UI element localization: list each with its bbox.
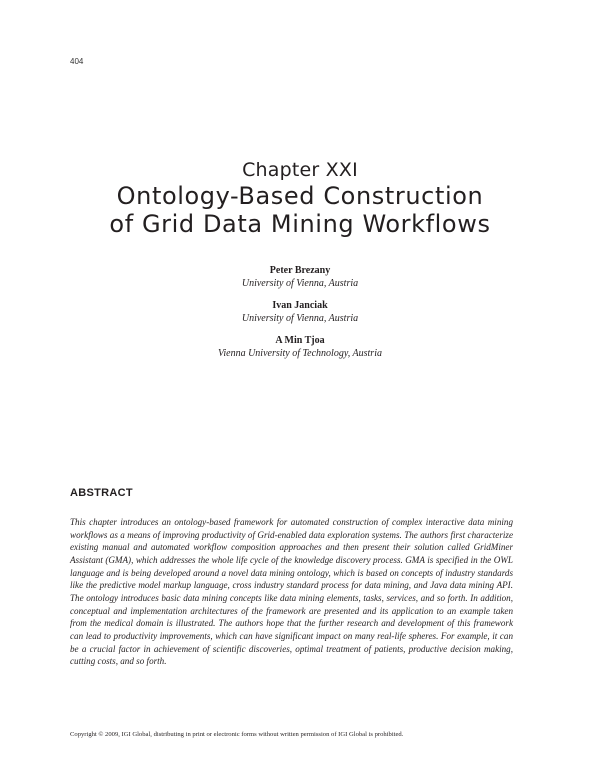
abstract-text: This chapter introduces an ontology-based framework for automated construction of complex interactive data mining workflows as a means of improving productivity of Grid-enabled data exploration systems. The authors first characterize existing manual and automated workflow composition approaches and then present their solution called GridMiner Assistant (GMA), which addresses the whole life cycle of the knowledge discovery process. GMA is specified in the OWL language and is being developed around a novel data mining ontology, which is based on concepts of industry standards like the predictive model markup language, cross industry standard process for data mining, and Java data mining API. The ontology introduces basic data mining concepts like data mining elements, tasks, services, and so forth. In addition, conceptual and implementation architectures of the framework are presented and its application to an example taken from the medical domain is illustrated. The authors hope that the further research and development of this framework can lead to productivity improvements, which can have significant impact on many real-life spheres. For example, it can be a crucial factor in achievement of scientific discoveries, optimal treatment of patients, productive decision making, cutting costs, and so forth.	[70, 517, 513, 667]
chapter-title-line-2: of Grid Data Mining Workflows	[109, 210, 491, 238]
author-list	[0, 264, 600, 369]
abstract-heading: ABSTRACT	[70, 487, 133, 499]
author-name: A Min Tjoa	[275, 335, 325, 346]
author-name: Ivan Janciak	[272, 300, 328, 311]
chapter-label: Chapter XXI	[242, 159, 358, 181]
author-name: Peter Brezany	[269, 265, 331, 276]
copyright-notice: Copyright © 2009, IGI Global, distributing in print or electronic forms without written permission of IGI Global is prohibited.	[70, 731, 404, 738]
author-affiliation: University of Vienna, Austria	[241, 278, 359, 289]
author-entry	[0, 334, 600, 360]
chapter-title-line-1: Ontology-Based Construction	[116, 182, 484, 210]
author-affiliation: University of Vienna, Austria	[241, 313, 359, 324]
author-entry	[0, 299, 600, 325]
page-number: 404	[70, 57, 84, 66]
author-entry	[0, 264, 600, 290]
chapter-title	[0, 182, 600, 238]
author-affiliation: Vienna University of Technology, Austria	[218, 348, 382, 359]
